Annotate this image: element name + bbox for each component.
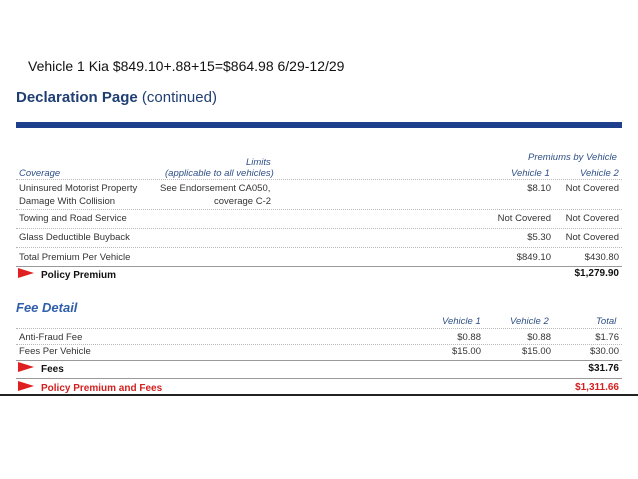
fee-label: Anti-Fraud Fee bbox=[19, 332, 83, 343]
policy-premium-value: $1,279.90 bbox=[574, 268, 619, 279]
coverage-name: Glass Deductible Buyback bbox=[19, 232, 130, 243]
vehicle-2-premium: Not Covered bbox=[565, 232, 619, 243]
row-divider bbox=[16, 378, 622, 379]
heading-main: Declaration Page bbox=[16, 89, 138, 106]
vehicle-1-premium: $8.10 bbox=[527, 183, 551, 194]
vehicle-2-premium: Not Covered bbox=[565, 213, 619, 224]
vehicle-1-header: Vehicle 1 bbox=[511, 168, 550, 179]
coverage-name: Towing and Road Service bbox=[19, 213, 127, 224]
row-divider bbox=[16, 266, 622, 267]
coverage-header: Coverage bbox=[19, 168, 61, 179]
fees-label: Fees bbox=[41, 364, 64, 375]
limits-header: Limits bbox=[246, 157, 271, 168]
vehicle-2-header: Vehicle 2 bbox=[580, 168, 619, 179]
vehicle-1-premium: $849.10 bbox=[516, 252, 551, 263]
red-flag-icon bbox=[18, 268, 34, 278]
fee-vehicle-2: $15.00 bbox=[521, 346, 551, 357]
page-heading bbox=[16, 89, 217, 106]
row-divider bbox=[16, 209, 622, 210]
vehicle-2-premium: Not Covered bbox=[565, 183, 619, 194]
fee-label: Fees Per Vehicle bbox=[19, 346, 91, 357]
vehicle-1-premium: $5.30 bbox=[527, 232, 551, 243]
vehicle-2-premium: $430.80 bbox=[584, 252, 619, 263]
policy-premium-label: Policy Premium bbox=[41, 270, 117, 281]
premiums-by-vehicle-header: Premiums by Vehicle bbox=[528, 152, 617, 163]
coverage-name-cont: Damage With Collision bbox=[19, 196, 116, 207]
row-divider bbox=[16, 328, 622, 329]
row-divider bbox=[16, 247, 622, 248]
coverage-limit-cont: coverage C-2 bbox=[214, 196, 272, 207]
row-divider bbox=[16, 228, 622, 229]
heading-continued: (continued) bbox=[141, 89, 217, 106]
row-divider bbox=[16, 179, 622, 180]
fee-total-header: Total bbox=[596, 316, 617, 327]
vehicle-1-premium: Not Covered bbox=[497, 213, 551, 224]
policy-premium-fees-label: Policy Premium and Fees bbox=[41, 383, 163, 394]
row-divider bbox=[16, 360, 622, 361]
fees-value: $31.76 bbox=[588, 363, 619, 374]
fee-total: $1.76 bbox=[595, 332, 619, 343]
fee-detail-title: Fee Detail bbox=[16, 300, 78, 315]
handwritten-note: Vehicle 1 Kia $849.10+.88+15=$864.98 6/29-12/29 bbox=[28, 58, 345, 74]
policy-premium-fees-value: $1,311.66 bbox=[575, 382, 619, 393]
fee-vehicle-2: $0.88 bbox=[527, 332, 551, 343]
bottom-crop-line bbox=[0, 394, 638, 396]
coverage-name: Uninsured Motorist Property bbox=[19, 183, 138, 194]
fee-vehicle-2-header: Vehicle 2 bbox=[510, 316, 549, 327]
fee-total: $30.00 bbox=[589, 346, 619, 357]
coverage-limit: See Endorsement CA050, bbox=[160, 183, 271, 194]
header-divider-bar bbox=[16, 122, 622, 128]
red-flag-icon bbox=[18, 381, 34, 391]
fee-vehicle-1: $0.88 bbox=[457, 332, 481, 343]
limits-subheader: (applicable to all vehicles) bbox=[165, 168, 274, 179]
fee-vehicle-1-header: Vehicle 1 bbox=[442, 316, 481, 327]
row-divider bbox=[16, 344, 622, 345]
coverage-name: Total Premium Per Vehicle bbox=[19, 252, 131, 263]
fee-vehicle-1: $15.00 bbox=[451, 346, 481, 357]
red-flag-icon bbox=[18, 362, 34, 372]
